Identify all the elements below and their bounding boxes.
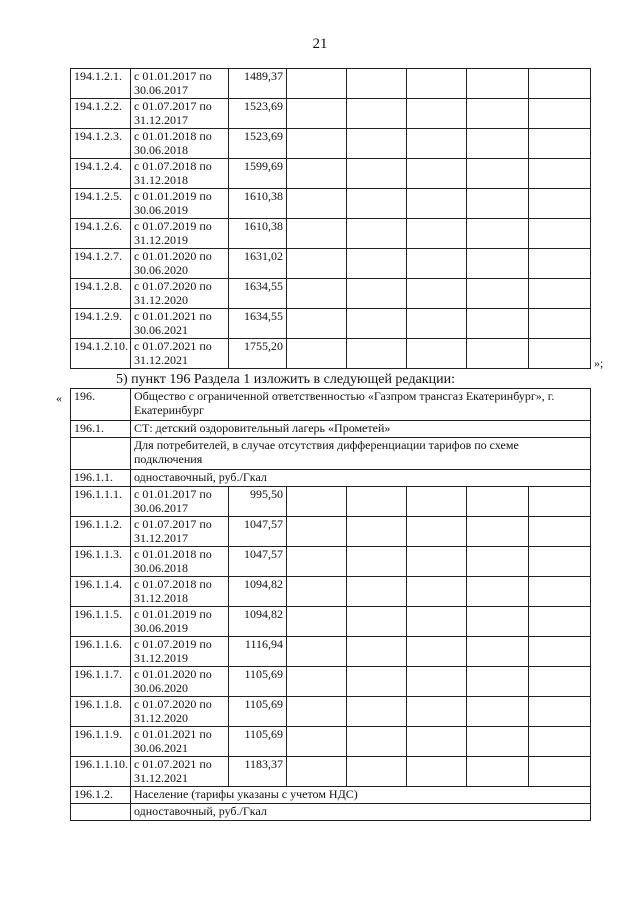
empty-cell [347, 727, 407, 757]
empty-cell [347, 249, 407, 279]
empty-cell [529, 577, 591, 607]
empty-cell [529, 727, 591, 757]
empty-cell [529, 547, 591, 577]
empty-cell [529, 697, 591, 727]
empty-cell [467, 309, 529, 339]
empty-cell [467, 607, 529, 637]
row-value: 1105,69 [229, 727, 287, 757]
row-period: с 01.07.2017 по 31.12.2017 [131, 99, 229, 129]
empty-cell [467, 159, 529, 189]
row-code: 196.1.1.4. [71, 577, 131, 607]
closing-quote-mark: »; [594, 356, 604, 370]
row-code: 194.1.2.6. [71, 219, 131, 249]
table-row [71, 697, 591, 727]
row-code: 194.1.2.7. [71, 249, 131, 279]
row-code: 196.1.1.6. [71, 637, 131, 667]
table-row [71, 219, 591, 249]
row-code: 196.1.1.7. [71, 667, 131, 697]
consumers-text: Для потребителей, в случае отсутствия дифференциации тарифов по схеме подключения [131, 438, 591, 470]
org-code: 196. [71, 389, 131, 421]
empty-cell [347, 577, 407, 607]
empty-cell [407, 727, 467, 757]
row-period: с 01.01.2018 по 30.06.2018 [131, 547, 229, 577]
empty-cell [467, 487, 529, 517]
row-code: 194.1.2.3. [71, 129, 131, 159]
row-value: 995,50 [229, 487, 287, 517]
table-row [71, 279, 591, 309]
empty-cell [347, 487, 407, 517]
empty-cell [287, 757, 347, 787]
row-code: 194.1.2.1. [71, 69, 131, 99]
empty-cell [407, 487, 467, 517]
row-code: 196.1.1.9. [71, 727, 131, 757]
empty-cell [529, 517, 591, 547]
row-value: 1631,02 [229, 249, 287, 279]
row-period: с 01.01.2019 по 30.06.2019 [131, 607, 229, 637]
empty-cell [347, 517, 407, 547]
empty-cell [287, 219, 347, 249]
row-value: 1183,37 [229, 757, 287, 787]
row-period: с 01.07.2021 по 31.12.2021 [131, 339, 229, 369]
empty-cell [347, 667, 407, 697]
empty-cell [467, 577, 529, 607]
row-period: с 01.07.2018 по 31.12.2018 [131, 577, 229, 607]
row-code: 194.1.2.4. [71, 159, 131, 189]
table-row [71, 667, 591, 697]
empty-cell [287, 577, 347, 607]
row-period: с 01.07.2018 по 31.12.2018 [131, 159, 229, 189]
empty-cell [467, 69, 529, 99]
row-code: 196.1.1.10. [71, 757, 131, 787]
table-row [71, 339, 591, 369]
empty-cell [287, 697, 347, 727]
table-row [71, 249, 591, 279]
tariff-type-code: 196.1.1. [71, 470, 131, 487]
empty-cell [467, 697, 529, 727]
row-code: 194.1.2.9. [71, 309, 131, 339]
tariff-table-196 [70, 388, 591, 821]
table-row [71, 487, 591, 517]
empty-cell [407, 607, 467, 637]
empty-cell [407, 99, 467, 129]
table-row [71, 547, 591, 577]
consumers-row [71, 438, 591, 470]
row-code: 196.1.1.1. [71, 487, 131, 517]
row-period: с 01.01.2020 по 30.06.2020 [131, 667, 229, 697]
empty-cell [287, 517, 347, 547]
row-value: 1599,69 [229, 159, 287, 189]
row-value: 1523,69 [229, 99, 287, 129]
empty-cell [407, 249, 467, 279]
empty-cell [287, 249, 347, 279]
row-value: 1610,38 [229, 189, 287, 219]
empty-cell [529, 487, 591, 517]
amendment-paragraph: 5) пункт 196 Раздела 1 изложить в следующей редакции: [116, 372, 455, 387]
empty-cell [287, 607, 347, 637]
empty-cell [287, 547, 347, 577]
empty-cell [347, 99, 407, 129]
population-tariff-row [71, 804, 591, 821]
empty-cell [467, 637, 529, 667]
empty-cell [287, 309, 347, 339]
empty-cell [529, 69, 591, 99]
org-row [71, 389, 591, 421]
row-period: с 01.01.2020 по 30.06.2020 [131, 249, 229, 279]
empty-cell [287, 189, 347, 219]
row-value: 1094,82 [229, 607, 287, 637]
table-row [71, 637, 591, 667]
row-period: с 01.07.2019 по 31.12.2019 [131, 219, 229, 249]
empty-cell [347, 279, 407, 309]
empty-cell [407, 577, 467, 607]
empty-cell [287, 279, 347, 309]
row-period: с 01.01.2017 по 30.06.2017 [131, 487, 229, 517]
empty-cell [529, 249, 591, 279]
empty-cell [407, 547, 467, 577]
empty-cell [347, 637, 407, 667]
page-number: 21 [312, 36, 328, 52]
empty-cell [467, 279, 529, 309]
empty-cell [529, 129, 591, 159]
row-period: с 01.07.2020 по 31.12.2020 [131, 697, 229, 727]
row-value: 1755,20 [229, 339, 287, 369]
empty-cell [407, 517, 467, 547]
population-tariff-code [71, 804, 131, 821]
row-value: 1610,38 [229, 219, 287, 249]
row-period: с 01.01.2018 по 30.06.2018 [131, 129, 229, 159]
table-row [71, 727, 591, 757]
empty-cell [407, 159, 467, 189]
row-value: 1634,55 [229, 309, 287, 339]
empty-cell [467, 219, 529, 249]
table-row [71, 757, 591, 787]
empty-cell [467, 727, 529, 757]
empty-cell [467, 129, 529, 159]
empty-cell [529, 279, 591, 309]
empty-cell [467, 547, 529, 577]
empty-cell [407, 697, 467, 727]
org-name: Общество с ограниченной ответственностью «Газпром трансгаз Екатеринбург», г. Екатеринбург [131, 389, 591, 421]
table-row [71, 577, 591, 607]
empty-cell [407, 69, 467, 99]
empty-cell [467, 99, 529, 129]
table-row [71, 159, 591, 189]
row-value: 1105,69 [229, 667, 287, 697]
empty-cell [347, 69, 407, 99]
empty-cell [407, 757, 467, 787]
empty-cell [287, 487, 347, 517]
empty-cell [529, 607, 591, 637]
tariff-type-text: одноставочный, руб./Гкал [131, 470, 591, 487]
empty-cell [529, 339, 591, 369]
table-row [71, 607, 591, 637]
row-code: 194.1.2.8. [71, 279, 131, 309]
row-value: 1105,69 [229, 697, 287, 727]
empty-cell [407, 637, 467, 667]
empty-cell [407, 189, 467, 219]
empty-cell [529, 757, 591, 787]
row-code: 194.1.2.10. [71, 339, 131, 369]
population-text: Население (тарифы указаны с учетом НДС) [131, 787, 591, 804]
row-period: с 01.01.2021 по 30.06.2021 [131, 727, 229, 757]
empty-cell [347, 309, 407, 339]
empty-cell [467, 517, 529, 547]
empty-cell [407, 279, 467, 309]
site-code: 196.1. [71, 421, 131, 438]
tariff-table-194 [70, 68, 591, 369]
empty-cell [529, 159, 591, 189]
row-period: с 01.07.2021 по 31.12.2021 [131, 757, 229, 787]
population-tariff-text: одноставочный, руб./Гкал [131, 804, 591, 821]
row-value: 1047,57 [229, 547, 287, 577]
empty-cell [287, 99, 347, 129]
row-value: 1523,69 [229, 129, 287, 159]
table-row [71, 517, 591, 547]
row-period: с 01.01.2021 по 30.06.2021 [131, 309, 229, 339]
empty-cell [407, 667, 467, 697]
table-row [71, 309, 591, 339]
opening-quote-mark: « [56, 391, 62, 405]
consumers-code [71, 438, 131, 470]
empty-cell [467, 339, 529, 369]
empty-cell [529, 99, 591, 129]
empty-cell [467, 189, 529, 219]
tariff-type-row [71, 470, 591, 487]
table-row [71, 99, 591, 129]
empty-cell [347, 159, 407, 189]
empty-cell [529, 667, 591, 697]
row-code: 196.1.1.8. [71, 697, 131, 727]
empty-cell [467, 667, 529, 697]
population-code: 196.1.2. [71, 787, 131, 804]
row-value: 1634,55 [229, 279, 287, 309]
empty-cell [529, 219, 591, 249]
empty-cell [407, 309, 467, 339]
row-code: 196.1.1.5. [71, 607, 131, 637]
empty-cell [347, 219, 407, 249]
row-value: 1489,37 [229, 69, 287, 99]
table-row [71, 189, 591, 219]
row-value: 1047,57 [229, 517, 287, 547]
site-name: СТ: детский оздоровительный лагерь «Прометей» [131, 421, 591, 438]
row-period: с 01.07.2019 по 31.12.2019 [131, 637, 229, 667]
empty-cell [407, 129, 467, 159]
site-row [71, 421, 591, 438]
row-period: с 01.01.2019 по 30.06.2019 [131, 189, 229, 219]
empty-cell [407, 219, 467, 249]
empty-cell [287, 637, 347, 667]
row-code: 194.1.2.5. [71, 189, 131, 219]
row-code: 194.1.2.2. [71, 99, 131, 129]
empty-cell [347, 697, 407, 727]
empty-cell [287, 159, 347, 189]
empty-cell [347, 757, 407, 787]
empty-cell [287, 727, 347, 757]
empty-cell [287, 129, 347, 159]
row-code: 196.1.1.2. [71, 517, 131, 547]
empty-cell [347, 129, 407, 159]
row-code: 196.1.1.3. [71, 547, 131, 577]
empty-cell [347, 189, 407, 219]
empty-cell [529, 637, 591, 667]
empty-cell [287, 667, 347, 697]
empty-cell [287, 69, 347, 99]
row-period: с 01.01.2017 по 30.06.2017 [131, 69, 229, 99]
empty-cell [529, 309, 591, 339]
row-period: с 01.07.2017 по 31.12.2017 [131, 517, 229, 547]
empty-cell [529, 189, 591, 219]
empty-cell [467, 757, 529, 787]
table-row [71, 129, 591, 159]
empty-cell [347, 607, 407, 637]
empty-cell [347, 547, 407, 577]
empty-cell [467, 249, 529, 279]
row-value: 1116,94 [229, 637, 287, 667]
table-row [71, 69, 591, 99]
population-row [71, 787, 591, 804]
row-value: 1094,82 [229, 577, 287, 607]
row-period: с 01.07.2020 по 31.12.2020 [131, 279, 229, 309]
empty-cell [407, 339, 467, 369]
empty-cell [287, 339, 347, 369]
empty-cell [347, 339, 407, 369]
